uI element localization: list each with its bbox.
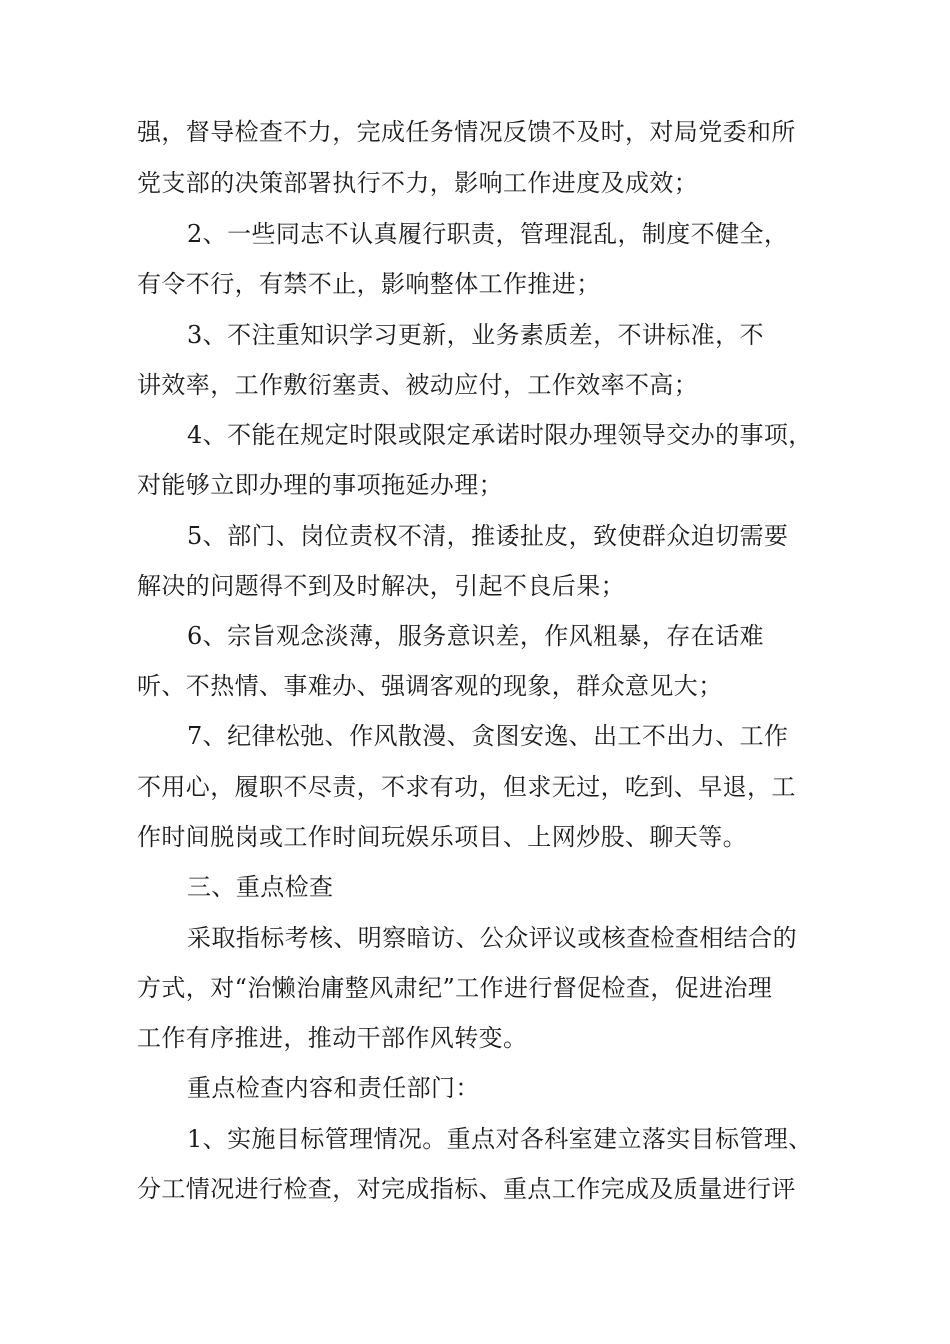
text-line: 解决的问题得不到及时解决，引起不良后果； [137, 572, 625, 600]
list-item-4-line: 4、不能在规定时限或限定承诺时限办理领导交办的事项， [187, 421, 813, 449]
text-line: 对能够立即办理的事项拖延办理； [137, 471, 503, 499]
paragraph-line: 采取指标考核、明察暗访、公众评议或核查检查相结合的 [187, 924, 797, 952]
list-item-2-line: 2、一些同志不认真履行职责，管理混乱，制度不健全， [187, 220, 789, 248]
list-item-3-line: 3、不注重知识学习更新，业务素质差，不讲标准，不 [187, 321, 764, 349]
text-line: 方式，对“治懒治庸整风肃纪”工作进行督促检查，促进治理 [137, 974, 773, 1002]
text-line: 讲效率，工作敷衍塞责、被动应付，工作效率不高； [137, 371, 699, 399]
text-line: 强，督导检查不力，完成任务情况反馈不及时，对局党委和所 [137, 118, 796, 146]
text-line: 分工情况进行检查，对完成指标、重点工作完成及质量进行评 [137, 1175, 796, 1203]
text-line: 不用心，履职不尽责，不求有功，但求无过，吃到、早退，工 [137, 773, 796, 801]
section-heading: 三、重点检查 [187, 873, 334, 901]
list-item-7-line: 7、纪律松弛、作风散漫、贪图安逸、出工不出力、工作 [187, 722, 789, 750]
text-line: 有令不行，有禁不止，影响整体工作推进； [137, 270, 601, 298]
list-item-1-line: 1、实施目标管理情况。重点对各科室建立落实目标管理、 [187, 1125, 813, 1153]
list-item-5-line: 5、部门、岗位责权不清，推诿扯皮，致使群众迫切需要 [187, 522, 789, 550]
text-line: 听、不热情、事难办、强调客观的现象，群众意见大； [137, 672, 723, 700]
text-line: 党支部的决策部署执行不力，影响工作进度及成效； [137, 169, 699, 197]
list-item-6-line: 6、宗旨观念淡薄，服务意识差，作风粗暴，存在话难 [187, 622, 764, 650]
paragraph-line: 重点检查内容和责任部门： [187, 1074, 480, 1102]
text-line: 作时间脱岗或工作时间玩娱乐项目、上网炒股、聊天等。 [137, 823, 747, 851]
text-line: 工作有序推进，推动干部作风转变。 [137, 1024, 528, 1052]
